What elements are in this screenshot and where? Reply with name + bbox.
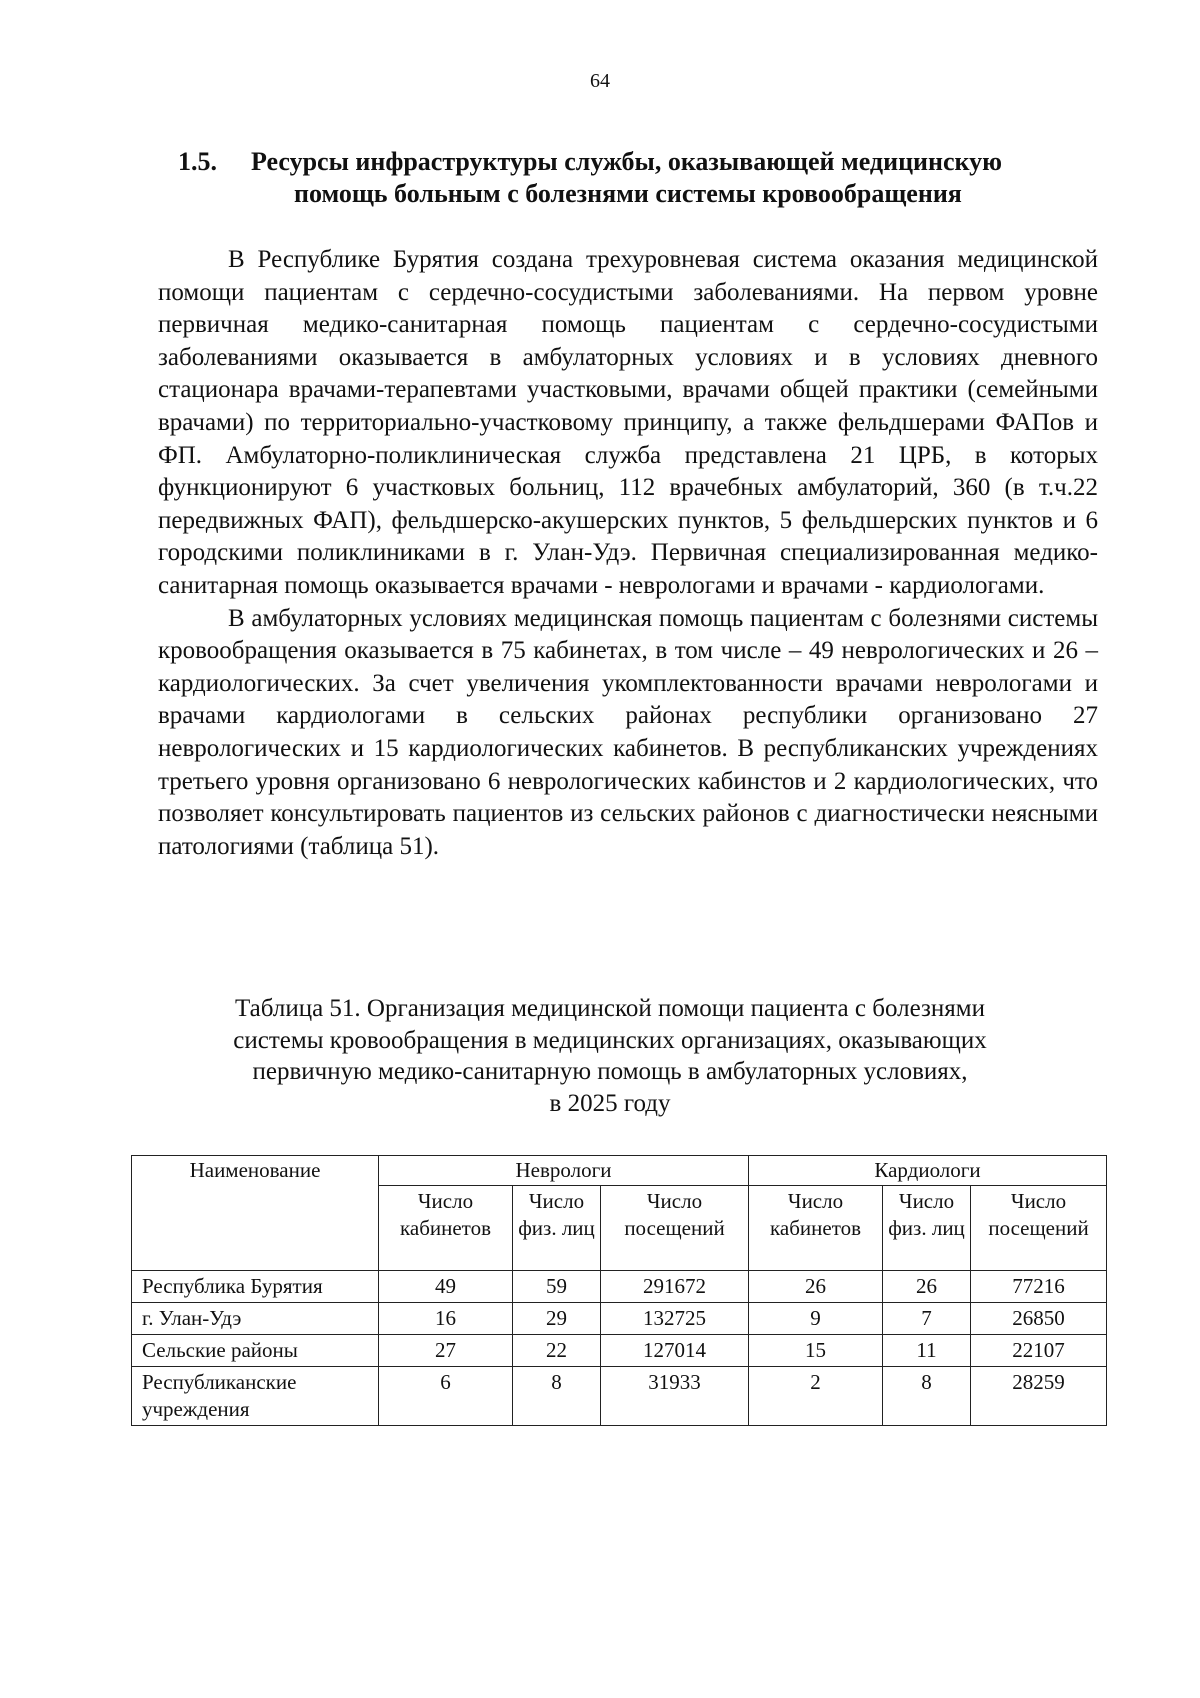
table-row: [132, 1271, 1107, 1303]
cell-neuro-visits: 31933: [601, 1367, 749, 1426]
cell-neuro-persons: 22: [513, 1335, 601, 1367]
cell-cardio-persons: 7: [883, 1303, 971, 1335]
table-row: [132, 1303, 1107, 1335]
cell-cardio-visits: 77216: [971, 1271, 1107, 1303]
section-title-line1: Ресурсы инфраструктуры службы, оказывающей медицинскую: [251, 147, 1003, 176]
cell-neuro-visits: 127014: [601, 1335, 749, 1367]
table-row: [132, 1367, 1107, 1426]
row-name: Сельские районы: [132, 1335, 379, 1367]
cell-cardio-visits: 28259: [971, 1367, 1107, 1426]
cell-neuro-visits: 291672: [601, 1271, 749, 1303]
body-text: [158, 244, 1098, 863]
cell-neuro-cabinets: 27: [379, 1335, 513, 1367]
column-group-neurologists: Неврологи: [379, 1156, 749, 1186]
section-title-line2: помощь больным с болезнями системы кровообращения: [294, 179, 962, 208]
section-heading: [178, 146, 1108, 210]
column-header-neuro-persons: Число физ. лиц: [513, 1186, 601, 1271]
cell-cardio-persons: 11: [883, 1335, 971, 1367]
cell-cardio-persons: 8: [883, 1367, 971, 1426]
page-number: 64: [590, 70, 610, 92]
column-header-cardio-visits: Число посещений: [971, 1186, 1107, 1271]
table-caption-line: системы кровообращения в медицинских организациях, оказывающих: [233, 1026, 987, 1054]
cell-cardio-persons: 26: [883, 1271, 971, 1303]
cell-neuro-cabinets: 6: [379, 1367, 513, 1426]
cell-neuro-cabinets: 49: [379, 1271, 513, 1303]
cell-neuro-persons: 59: [513, 1271, 601, 1303]
data-table: [131, 1155, 1107, 1426]
column-header-neuro-cabinets: Число кабинетов: [379, 1186, 513, 1271]
table-caption-line: в 2025 году: [549, 1089, 671, 1117]
cell-neuro-visits: 132725: [601, 1303, 749, 1335]
table-caption-line: первичную медико-санитарную помощь в амбулаторных условиях,: [252, 1058, 968, 1085]
paragraph: В Республике Бурятия создана трехуровневая система оказания медицинской помощи пациентам с сердечно-сосудистыми заболеваниями. На первом уровне первичная медико-санитарная помощь пациентам с сердечно-сосудистыми заболеваниями оказывается в амбулаторных условиях и в условиях дневного стационара врачами-терапевтами участковыми, врачами общей практики (семейными врачами) по территориально-участковому принципу, а также фельдшерами ФАПов и ФП. Амбулаторно-поликлиническая служба представлена 21 ЦРБ, в которых функционируют 6 участковых больниц, 112 врачебных амбулаторий, 360 (в т.ч.22 передвижных ФАП), фельдшерско-акушерских пунктов, 5 фельдшерских пунктов и 6 городскими поликлиниками в г. Улан-Удэ. Первичная специализированная медико-санитарная помощь оказывается врачами - неврологами и врачами - кардиологами.: [158, 246, 1098, 599]
column-header-name: Наименование: [132, 1156, 379, 1271]
cell-cardio-cabinets: 15: [749, 1335, 883, 1367]
table-caption: [130, 993, 1090, 1119]
row-name: Республика Бурятия: [132, 1271, 379, 1303]
section-number: 1.5.: [178, 147, 217, 176]
cell-neuro-cabinets: 16: [379, 1303, 513, 1335]
row-name: Республиканские учреждения: [132, 1367, 379, 1426]
cell-cardio-cabinets: 9: [749, 1303, 883, 1335]
cell-neuro-persons: 8: [513, 1367, 601, 1426]
row-name: г. Улан-Удэ: [132, 1303, 379, 1335]
table-row: [132, 1335, 1107, 1367]
column-header-neuro-visits: Число посещений: [601, 1186, 749, 1271]
cell-cardio-visits: 26850: [971, 1303, 1107, 1335]
cell-cardio-visits: 22107: [971, 1335, 1107, 1367]
column-group-cardiologists: Кардиологи: [749, 1156, 1107, 1186]
cell-cardio-cabinets: 26: [749, 1271, 883, 1303]
column-header-cardio-cabinets: Число кабинетов: [749, 1186, 883, 1271]
cell-cardio-cabinets: 2: [749, 1367, 883, 1426]
cell-neuro-persons: 29: [513, 1303, 601, 1335]
table-caption-line: Таблица 51. Организация медицинской помощи пациента с болезнями: [235, 995, 985, 1022]
column-header-cardio-persons: Число физ. лиц: [883, 1186, 971, 1271]
paragraph: В амбулаторных условиях медицинская помощь пациентам с болезнями системы кровообращения оказывается в 75 кабинетах, в том числе – 49 неврологических и 26 – кардиологических. За счет увеличения укомплектованности врачами неврологами и врачами кардиологами в сельских районах республики организовано 27 неврологических и 15 кардиологических кабинетов. В республиканских учреждениях третьего уровня организовано 6 неврологических кабинстов и 2 кардиологических, что позволяет консультировать пациентов из сельских районов с диагностически неясными патологиями (таблица 51).: [158, 604, 1098, 860]
